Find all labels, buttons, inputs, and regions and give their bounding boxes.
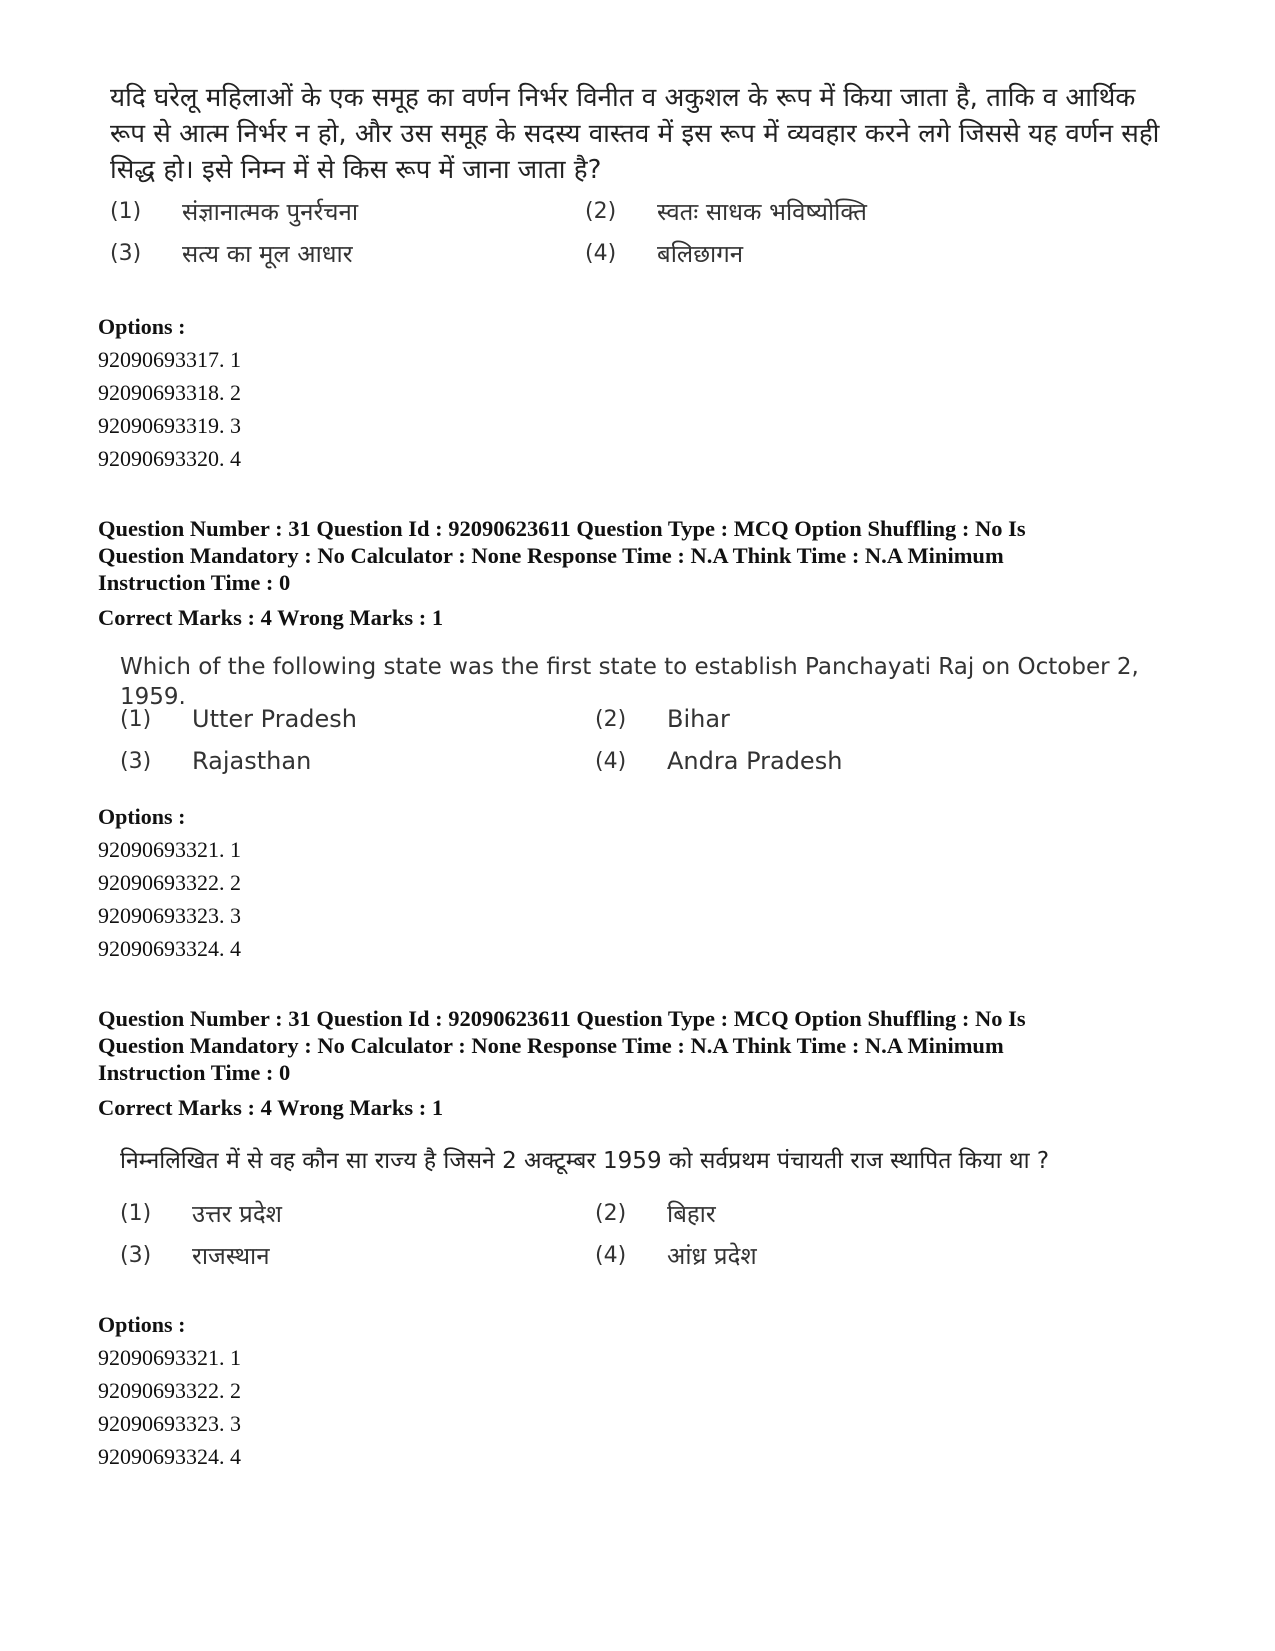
choice-4 xyxy=(595,1239,1070,1272)
options-list-2 xyxy=(98,800,241,965)
meta-line: Question Mandatory : No Calculator : None Response Time : N.A Think Time : N.A Minimum xyxy=(98,1033,1004,1058)
choice-number: (2) xyxy=(585,198,617,224)
choice-4 xyxy=(585,237,1060,270)
option-id: 92090693320. 4 xyxy=(98,446,241,471)
option-id: 92090693322. 2 xyxy=(98,1378,241,1403)
options-title: Options : xyxy=(98,804,186,829)
question-text-hindi-1: यदि घरेलू महिलाओं के एक समूह का वर्णन निर्भर विनीत व अकुशल के रूप में किया जाता है, ताकि व आर्थिक रूप से आत्म निर्भर न हो, और उस समूह के सदस्य वास्तव में इस रूप में व्यवहार करने लगे जिससे यह वर्णन सही सिद्ध हो। इसे निम्न में से किस रूप में जाना जाता है? xyxy=(110,83,1160,185)
choice-number: (3) xyxy=(110,240,142,266)
choices-row xyxy=(120,698,1070,740)
choice-3 xyxy=(120,1239,595,1272)
option-id: 92090693324. 4 xyxy=(98,1444,241,1469)
choice-text: राजस्थान xyxy=(192,1241,270,1270)
choices-row xyxy=(110,232,1060,274)
choice-2 xyxy=(595,705,1070,733)
choice-text: उत्तर प्रदेश xyxy=(192,1199,282,1228)
choice-1 xyxy=(110,195,585,228)
option-id: 92090693319. 3 xyxy=(98,413,241,438)
option-id: 92090693323. 3 xyxy=(98,1411,241,1436)
choice-1 xyxy=(120,1197,595,1230)
question-text-english: Which of the following state was the first state to establish Panchayati Raj on October 2, 1959. xyxy=(120,654,1139,710)
option-id: 92090693321. 1 xyxy=(98,1345,241,1370)
question-meta-3 xyxy=(98,1005,1198,1124)
choice-text: आंध्र प्रदेश xyxy=(667,1241,757,1270)
choices-row xyxy=(120,1192,1070,1234)
choice-text: Bihar xyxy=(667,705,730,733)
choices-row xyxy=(120,740,1070,782)
question-text-hindi-2: निम्नलिखित में से वह कौन सा राज्य है जिसने 2 अक्टूम्बर 1959 को सर्वप्रथम पंचायती राज स्थापित किया था ? xyxy=(120,1148,1050,1174)
options-list-1 xyxy=(98,310,241,475)
choice-number: (2) xyxy=(595,1200,627,1226)
choice-text: बलिछागन xyxy=(657,239,744,268)
option-id: 92090693317. 1 xyxy=(98,347,241,372)
choice-number: (4) xyxy=(595,748,627,774)
option-id: 92090693324. 4 xyxy=(98,936,241,961)
choice-number: (2) xyxy=(595,706,627,732)
meta-line: Instruction Time : 0 xyxy=(98,1060,291,1085)
choice-2 xyxy=(595,1197,1070,1230)
options-title: Options : xyxy=(98,314,186,339)
choice-text: Utter Pradesh xyxy=(192,705,357,733)
option-id: 92090693321. 1 xyxy=(98,837,241,862)
choice-text: Andra Pradesh xyxy=(667,747,843,775)
meta-line: Question Number : 31 Question Id : 92090623611 Question Type : MCQ Option Shuffling : No Is xyxy=(98,1006,1026,1031)
options-list-3 xyxy=(98,1308,241,1473)
choices-grid-1 xyxy=(110,190,1060,274)
choice-number: (1) xyxy=(110,198,142,224)
question-meta-2 xyxy=(98,515,1198,634)
choice-number: (4) xyxy=(595,1242,627,1268)
choice-number: (3) xyxy=(120,1242,152,1268)
meta-line: Instruction Time : 0 xyxy=(98,570,291,595)
choice-3 xyxy=(120,747,595,775)
options-title: Options : xyxy=(98,1312,186,1337)
choices-row xyxy=(110,190,1060,232)
option-id: 92090693322. 2 xyxy=(98,870,241,895)
marks-line: Correct Marks : 4 Wrong Marks : 1 xyxy=(98,1095,444,1120)
meta-line: Question Number : 31 Question Id : 92090623611 Question Type : MCQ Option Shuffling : No Is xyxy=(98,516,1026,541)
option-id: 92090693323. 3 xyxy=(98,903,241,928)
meta-line: Question Mandatory : No Calculator : None Response Time : N.A Think Time : N.A Minimum xyxy=(98,543,1004,568)
option-id: 92090693318. 2 xyxy=(98,380,241,405)
choice-text: सत्य का मूल आधार xyxy=(182,239,353,268)
choice-number: (3) xyxy=(120,748,152,774)
choice-number: (1) xyxy=(120,706,152,732)
choice-text: बिहार xyxy=(667,1199,716,1228)
choice-text: संज्ञानात्मक पुनर्रचना xyxy=(182,197,359,226)
choice-4 xyxy=(595,747,1070,775)
choice-number: (1) xyxy=(120,1200,152,1226)
choices-grid-2 xyxy=(120,698,1070,782)
choice-number: (4) xyxy=(585,240,617,266)
choice-2 xyxy=(585,195,1060,228)
choice-text: Rajasthan xyxy=(192,747,312,775)
choices-row xyxy=(120,1234,1070,1276)
choice-1 xyxy=(120,705,595,733)
choices-grid-3 xyxy=(120,1192,1070,1276)
marks-line: Correct Marks : 4 Wrong Marks : 1 xyxy=(98,605,444,630)
choice-text: स्वतः साधक भविष्योक्ति xyxy=(657,197,867,226)
choice-3 xyxy=(110,237,585,270)
